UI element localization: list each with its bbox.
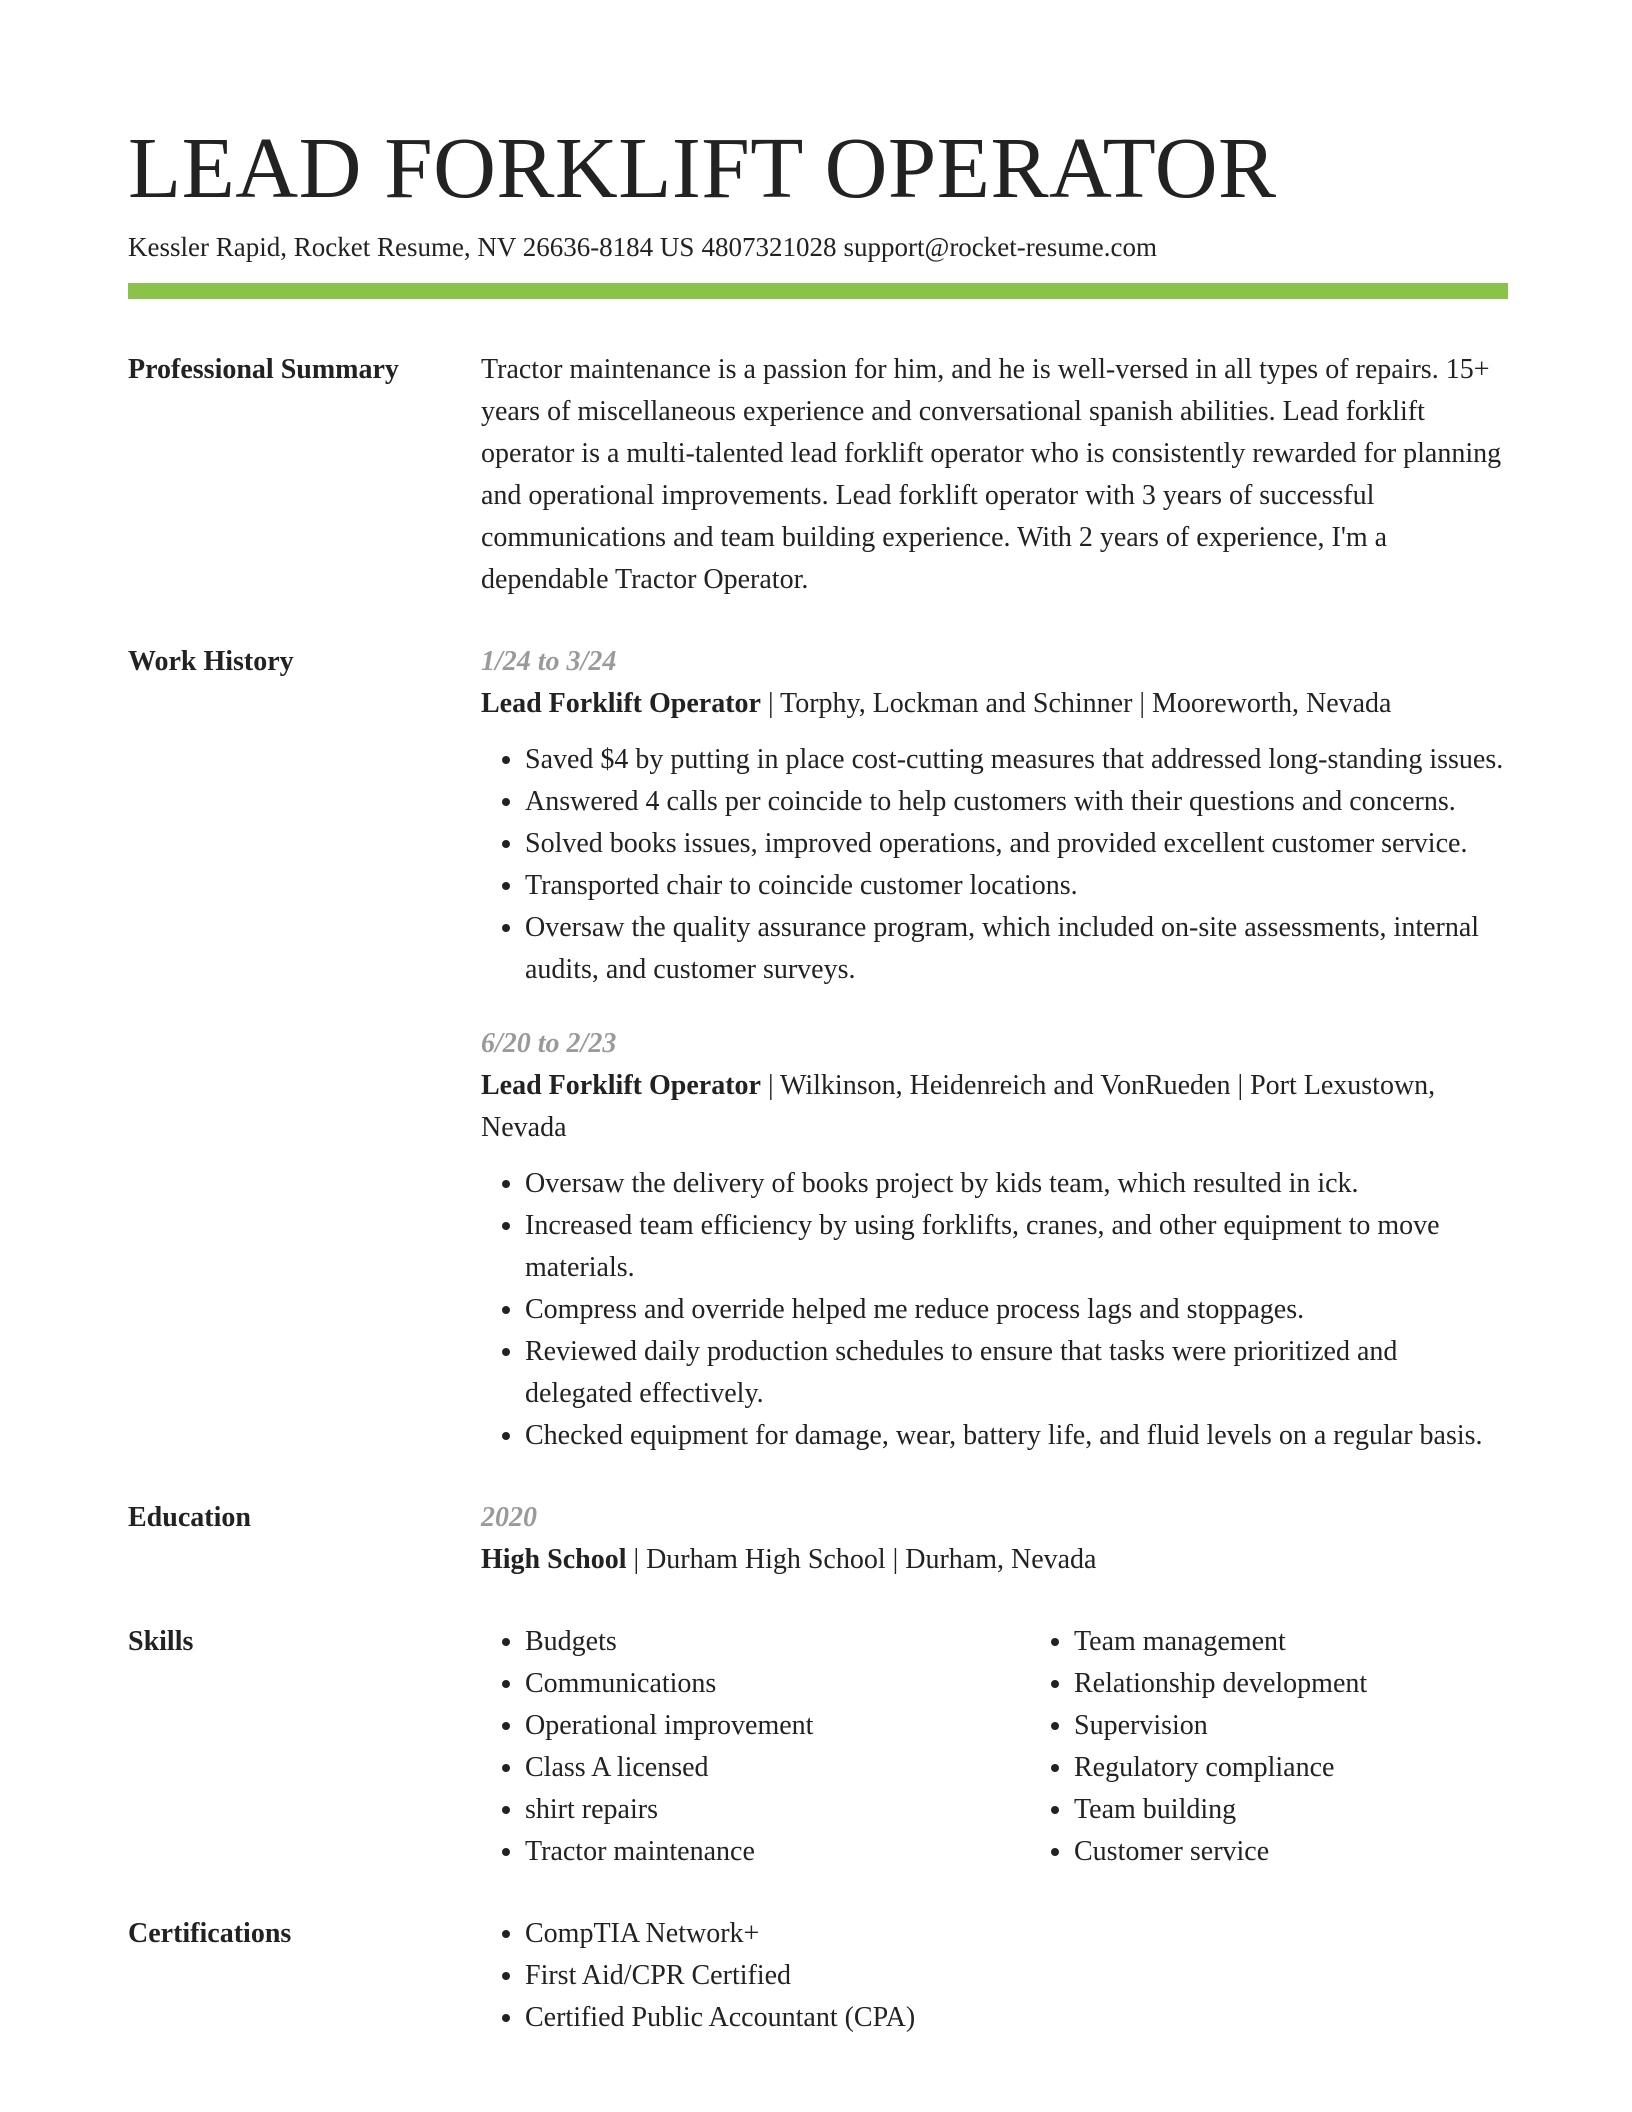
education-date: 2020 <box>481 1502 537 1533</box>
list-item: • Oversaw the delivery of books project by kids team, which resulted in ick. <box>525 1163 1508 1205</box>
skills-list-left <box>481 1621 1030 1873</box>
education-line <box>481 1539 1508 1581</box>
resume-page <box>128 118 1508 2039</box>
job-title: Lead Forklift Operator <box>481 1070 761 1101</box>
section-certifications <box>128 1913 1508 2039</box>
section-title: Education <box>128 1502 251 1533</box>
list-item: • Customer service <box>1074 1831 1367 1873</box>
section-professional-summary <box>128 349 1508 601</box>
job-role-line <box>481 1065 1508 1149</box>
list-item: • Team building <box>1074 1789 1367 1831</box>
skills-list-right <box>1030 1621 1367 1873</box>
section-education <box>128 1497 1508 1581</box>
job-title: Lead Forklift Operator <box>481 688 761 719</box>
list-item: • Solved books issues, improved operations, and provided excellent customer service. <box>525 823 1508 865</box>
job-details: | Torphy, Lockman and Schinner | Mooreworth, Nevada <box>760 688 1392 719</box>
list-item: • First Aid/CPR Certified <box>525 1955 1508 1997</box>
education-details: | Durham High School | Durham, Nevada <box>626 1544 1097 1575</box>
summary-text: Tractor maintenance is a passion for him, and he is well-versed in all types of repairs. 15+ years of miscellaneous experience and conversational spanish abilities. Lead forklift operator is a multi-talented lead forklift operator who is consistently rewarded for planning and operational improvements. Lead forklift operator with 3 years of successful communications and team building experience. With 2 years of experience, I'm a dependable Tractor Operator. <box>481 354 1502 595</box>
list-item: • Reviewed daily production schedules to ensure that tasks were prioritized and delegated effectively. <box>525 1331 1508 1415</box>
resume-title: LEAD FORKLIFT OPERATOR <box>128 119 1277 216</box>
list-item: • Saved $4 by putting in place cost-cutting measures that addressed long-standing issues. <box>525 739 1508 781</box>
list-item: • Compress and override helped me reduce process lags and stoppages. <box>525 1289 1508 1331</box>
contact-address: Kessler Rapid, Rocket Resume, NV 26636-8184 US <box>128 232 695 262</box>
section-work-history <box>128 641 1508 1457</box>
job-entry <box>481 1023 1508 1457</box>
job-role-line <box>481 683 1508 725</box>
list-item: • CompTIA Network+ <box>525 1913 1508 1955</box>
header-divider <box>128 283 1508 299</box>
list-item: • Regulatory compliance <box>1074 1747 1367 1789</box>
job-bullets <box>481 739 1508 991</box>
list-item: • Tractor maintenance <box>525 1831 1030 1873</box>
job-date: 1/24 to 3/24 <box>481 646 617 677</box>
list-item: • Operational improvement <box>525 1705 1030 1747</box>
list-item: • Budgets <box>525 1621 1030 1663</box>
job-bullets <box>481 1163 1508 1457</box>
list-item: • Communications <box>525 1663 1030 1705</box>
list-item: • Supervision <box>1074 1705 1367 1747</box>
job-date: 6/20 to 2/23 <box>481 1028 617 1059</box>
contact-phone: 4807321028 <box>701 232 837 262</box>
education-degree: High School <box>481 1544 627 1575</box>
list-item: • Certified Public Accountant (CPA) <box>525 1997 1508 2039</box>
list-item: • Transported chair to coincide customer locations. <box>525 865 1508 907</box>
list-item: • Oversaw the quality assurance program, which included on-site assessments, internal audits, and customer surveys. <box>525 907 1508 991</box>
contact-email: support@rocket-resume.com <box>843 232 1157 262</box>
section-title: Professional Summary <box>128 354 399 385</box>
certifications-list <box>481 1913 1508 2039</box>
list-item: • Class A licensed <box>525 1747 1030 1789</box>
list-item: • Team management <box>1074 1621 1367 1663</box>
job-entry <box>481 641 1508 991</box>
list-item: • Relationship development <box>1074 1663 1367 1705</box>
section-title: Certifications <box>128 1918 292 1949</box>
job-details: | Wilkinson, Heidenreich and VonRueden | Port Lexustown, Nevada <box>481 1070 1436 1143</box>
contact-line <box>128 230 1508 264</box>
section-skills <box>128 1621 1508 1873</box>
list-item: • Increased team efficiency by using forklifts, cranes, and other equipment to move materials. <box>525 1205 1508 1289</box>
list-item: • shirt repairs <box>525 1789 1030 1831</box>
section-title: Work History <box>128 646 294 677</box>
list-item: • Answered 4 calls per coincide to help customers with their questions and concerns. <box>525 781 1508 823</box>
list-item: • Checked equipment for damage, wear, battery life, and fluid levels on a regular basis. <box>525 1415 1508 1457</box>
section-title: Skills <box>128 1626 194 1657</box>
